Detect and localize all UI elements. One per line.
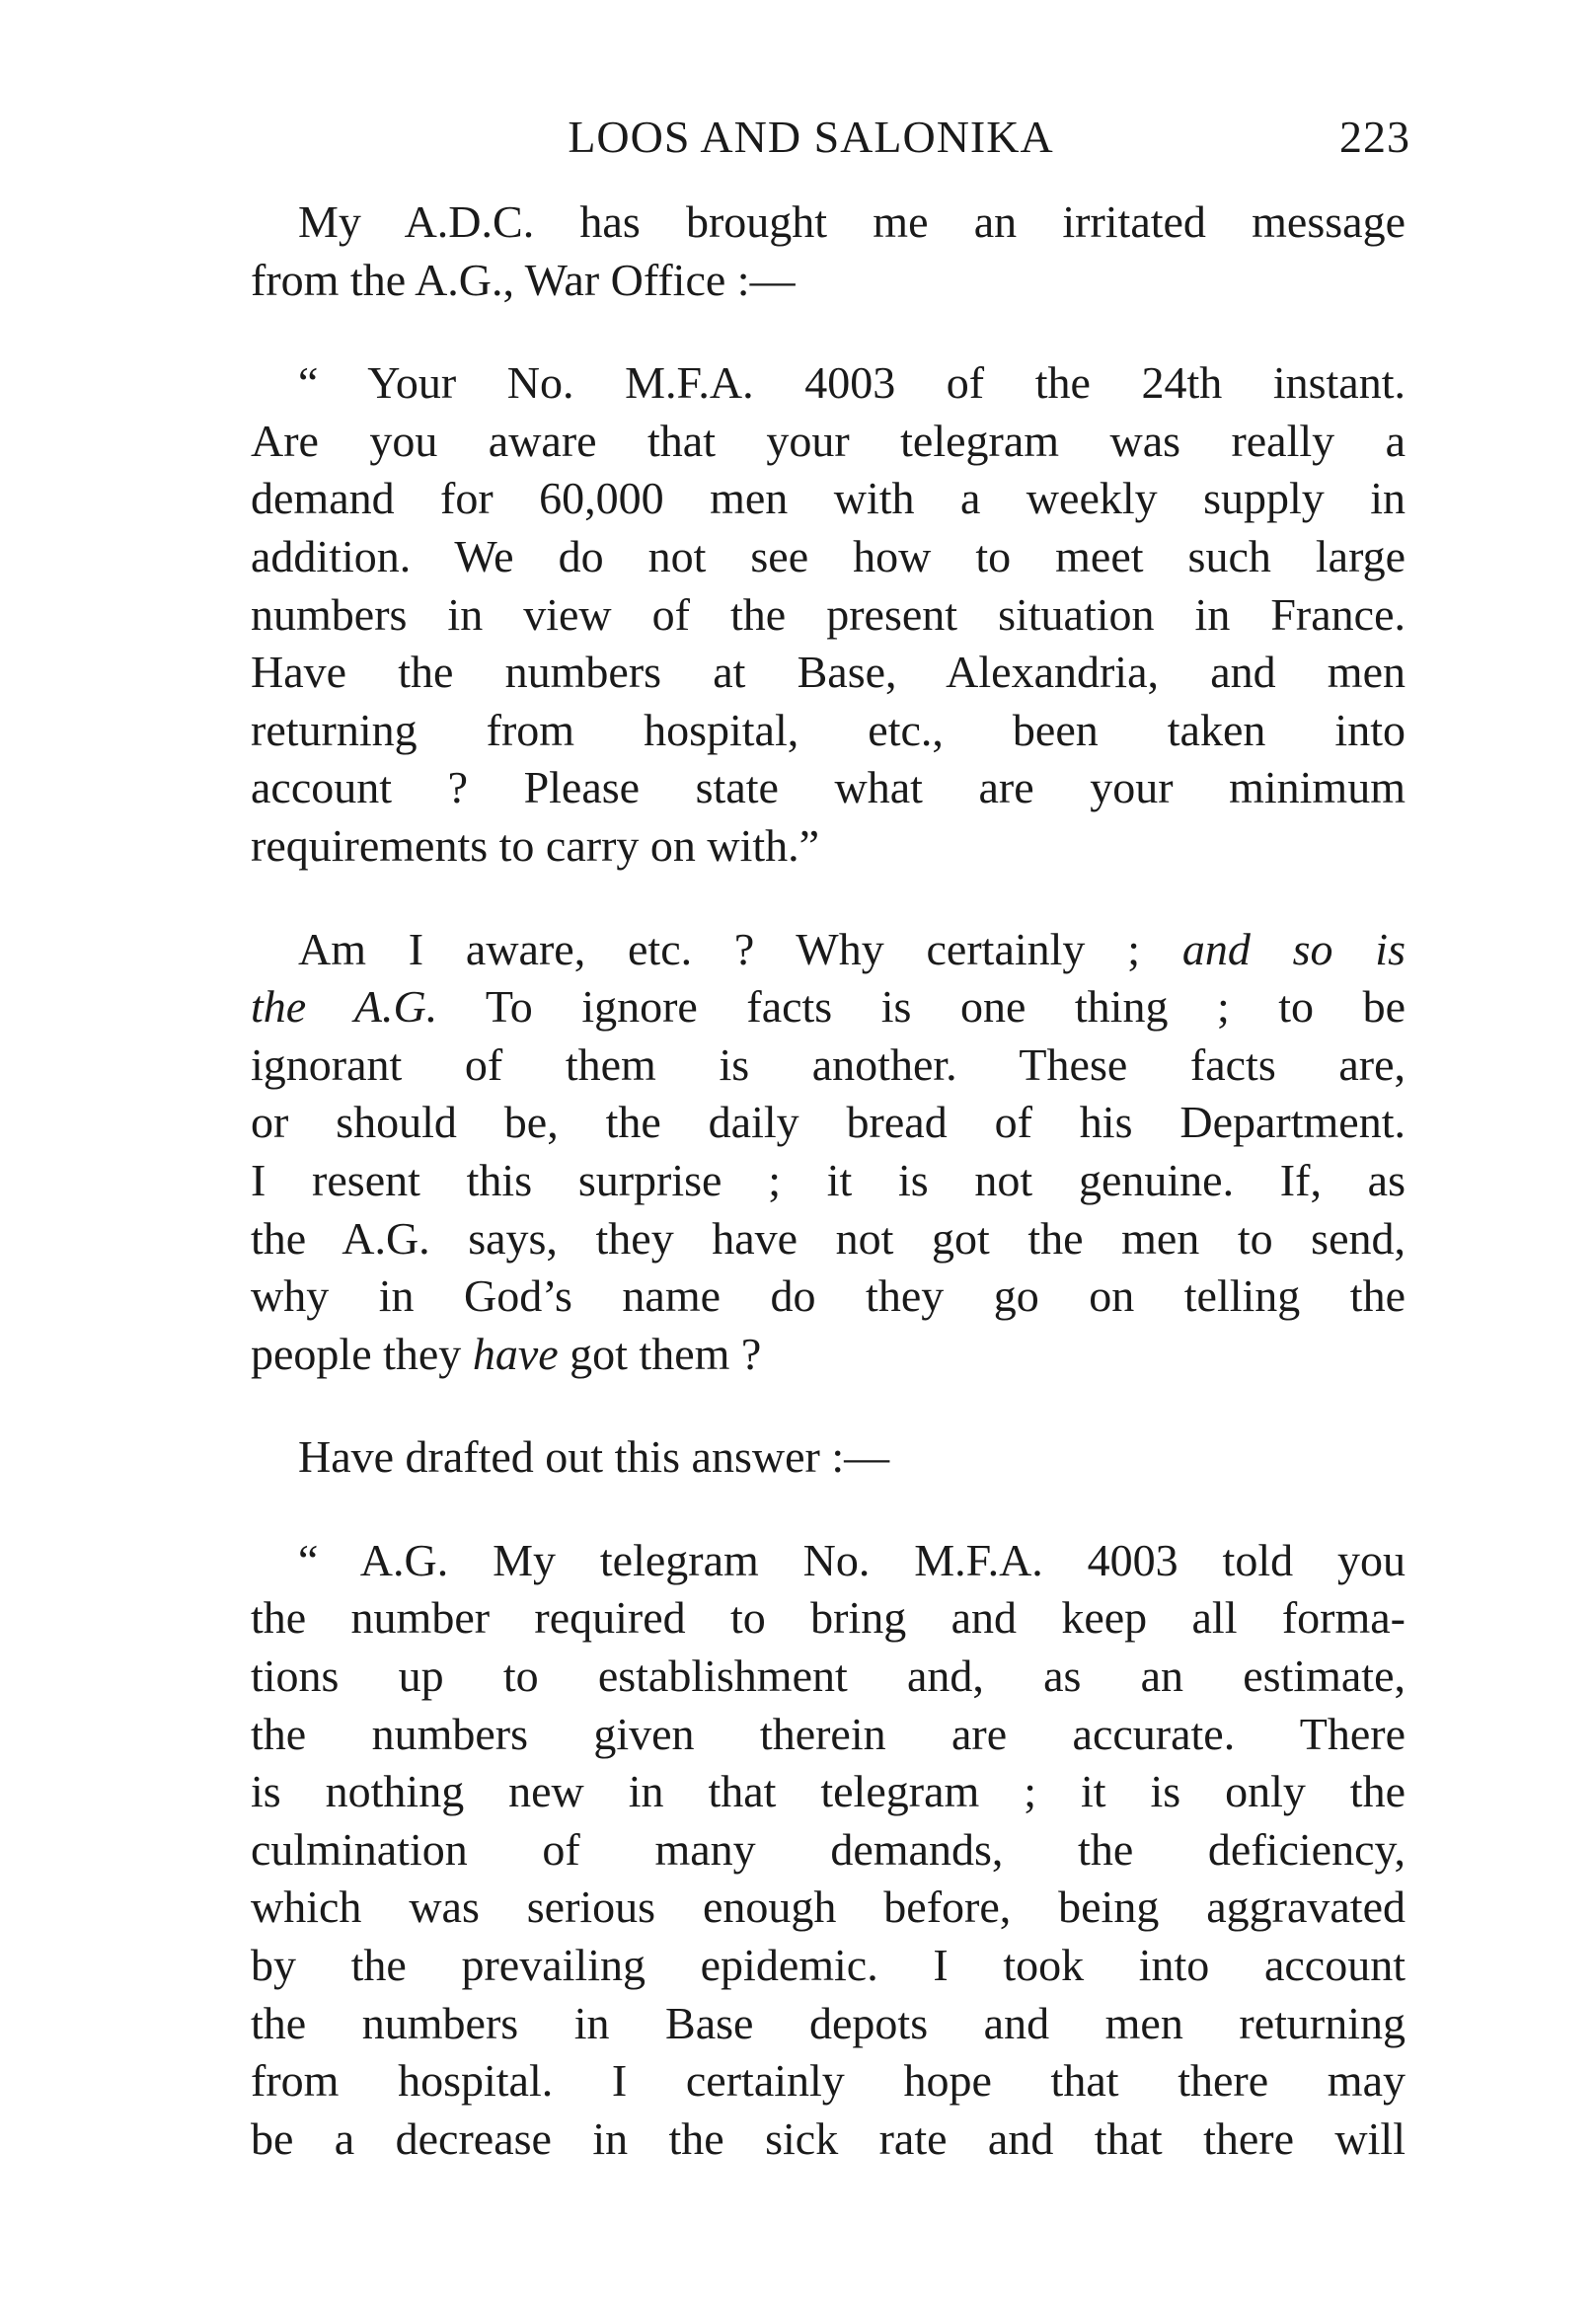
page-header <box>251 111 1410 170</box>
italic-text: have <box>472 1328 559 1379</box>
text-line: which was serious enough before, being aggravated <box>251 1881 1406 1933</box>
text-line: My A.D.C. has brought me an irritated message <box>298 196 1406 247</box>
italic-text: and so is <box>1181 923 1406 974</box>
text-line: the numbers in Base depots and men returning <box>251 1997 1406 2048</box>
running-title: LOOS AND SALONIKA <box>568 112 1054 162</box>
text-segment: people they <box>251 1328 473 1379</box>
text-line: be a decrease in the sick rate and that there will <box>251 2112 1406 2164</box>
text-line: I resent this surprise ; it is not genuine. If, as <box>251 1154 1406 1205</box>
text-line: numbers in view of the present situation in France. <box>251 588 1406 640</box>
paragraph <box>251 354 1406 875</box>
text-line: by the prevailing epidemic. I took into account <box>251 1940 1406 1991</box>
text-line: addition. We do not see how to meet such large <box>251 530 1406 581</box>
text-line: requirements to carry on with.” <box>251 819 820 871</box>
text-line: why in God’s name do they go on telling the <box>251 1270 1406 1322</box>
text-line: account ? Please state what are your minimum <box>251 762 1406 813</box>
text-line: culmination of many demands, the deficiency, <box>251 1823 1406 1875</box>
text-line: from the A.G., War Office :— <box>251 254 796 305</box>
text-segment: To ignore facts is one thing ; to be <box>437 981 1406 1033</box>
text-line: demand for 60,000 men with a weekly supply in <box>251 473 1406 524</box>
paragraph <box>251 193 1406 309</box>
text-segment: Am I aware, etc. ? Why certainly ; <box>298 923 1182 974</box>
text-line: the A.G. says, they have not got the men to send, <box>251 1212 1406 1264</box>
page-number: 223 <box>1339 112 1410 162</box>
text-line <box>251 978 1406 1036</box>
body-text <box>251 193 1406 2168</box>
text-line <box>251 921 1406 979</box>
text-line: “ A.G. My telegram No. M.F.A. 4003 told you <box>298 1534 1406 1585</box>
text-line: the numbers given therein are accurate. There <box>251 1708 1406 1759</box>
text-line: or should be, the daily bread of his Department. <box>251 1097 1406 1148</box>
text-line: ignorant of them is another. These facts are, <box>251 1038 1406 1090</box>
text-line: Are you aware that your telegram was really a <box>251 415 1406 466</box>
text-segment: got them ? <box>558 1328 762 1379</box>
text-line: tions up to establishment and, as an estimate, <box>251 1650 1406 1702</box>
paragraph <box>251 1428 1406 1487</box>
paragraph <box>251 1532 1406 2169</box>
text-line: Have the numbers at Base, Alexandria, and men <box>251 647 1406 698</box>
text-line: from hospital. I certainly hope that there may <box>251 2055 1406 2107</box>
text-line: “ Your No. M.F.A. 4003 of the 24th instant. <box>298 357 1406 409</box>
paragraph <box>251 921 1406 1384</box>
text-line: Have drafted out this answer :— <box>298 1431 890 1483</box>
text-line: is nothing new in that telegram ; it is only the <box>251 1766 1406 1817</box>
text-line <box>251 1326 1406 1384</box>
text-line: returning from hospital, etc., been taken into <box>251 704 1406 755</box>
italic-text: the A.G. <box>251 981 438 1033</box>
text-line: the number required to bring and keep all forma- <box>251 1592 1406 1644</box>
